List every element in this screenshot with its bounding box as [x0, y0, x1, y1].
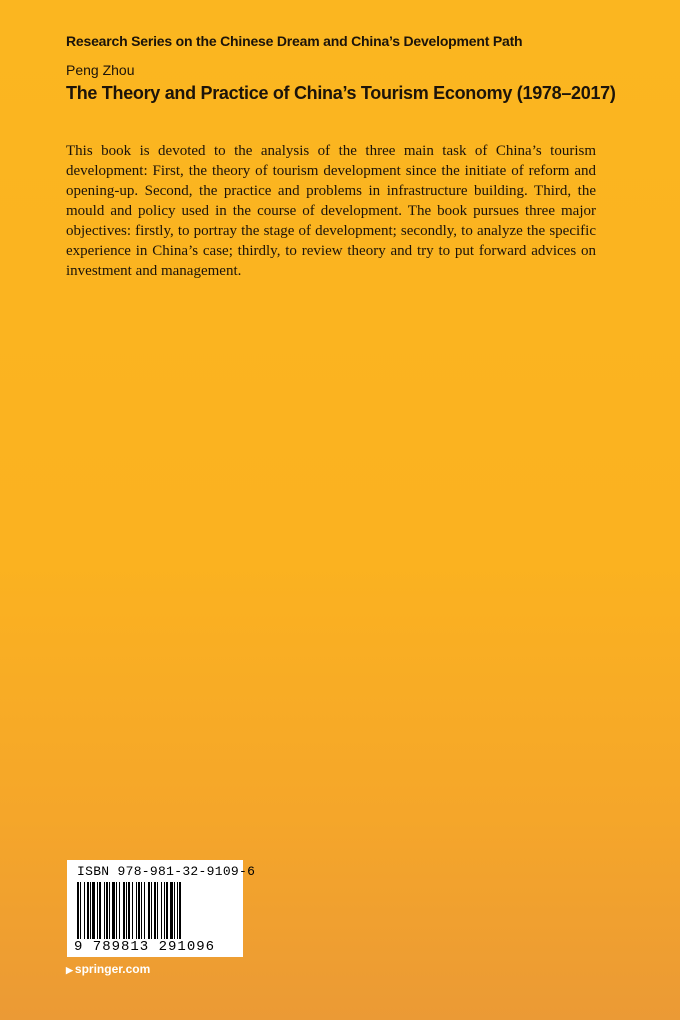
publisher-link-text: springer.com	[74, 962, 151, 976]
book-description: This book is devoted to the analysis of the three main task of China’s tourism development: First, the theory of tourism development since the initiate of reform and opening-up. Second, the practice and problems in infrastructure building. Third, the mould and policy used in the course of development. The book pursues three major objectives: firstly, to portray the stage of development; secondly, to analyze the specific experience in China’s case; thirdly, to review theory and try to put forward advices on investment and management.	[66, 143, 596, 279]
author-name: Peng Zhou	[66, 62, 135, 78]
isbn-barcode-block	[67, 860, 256, 957]
barcode-image	[75, 882, 235, 942]
publisher-link[interactable]	[66, 962, 150, 976]
book-title: The Theory and Practice of China’s Tourism Economy (1978–2017)	[66, 83, 616, 103]
arrow-icon: ▶	[66, 965, 73, 975]
series-title: Research Series on the Chinese Dream and China’s Development Path	[66, 33, 523, 49]
isbn-label: ISBN 978-981-32-9109-6	[77, 864, 256, 879]
barcode-digits: 9 789813 291096	[74, 939, 216, 955]
